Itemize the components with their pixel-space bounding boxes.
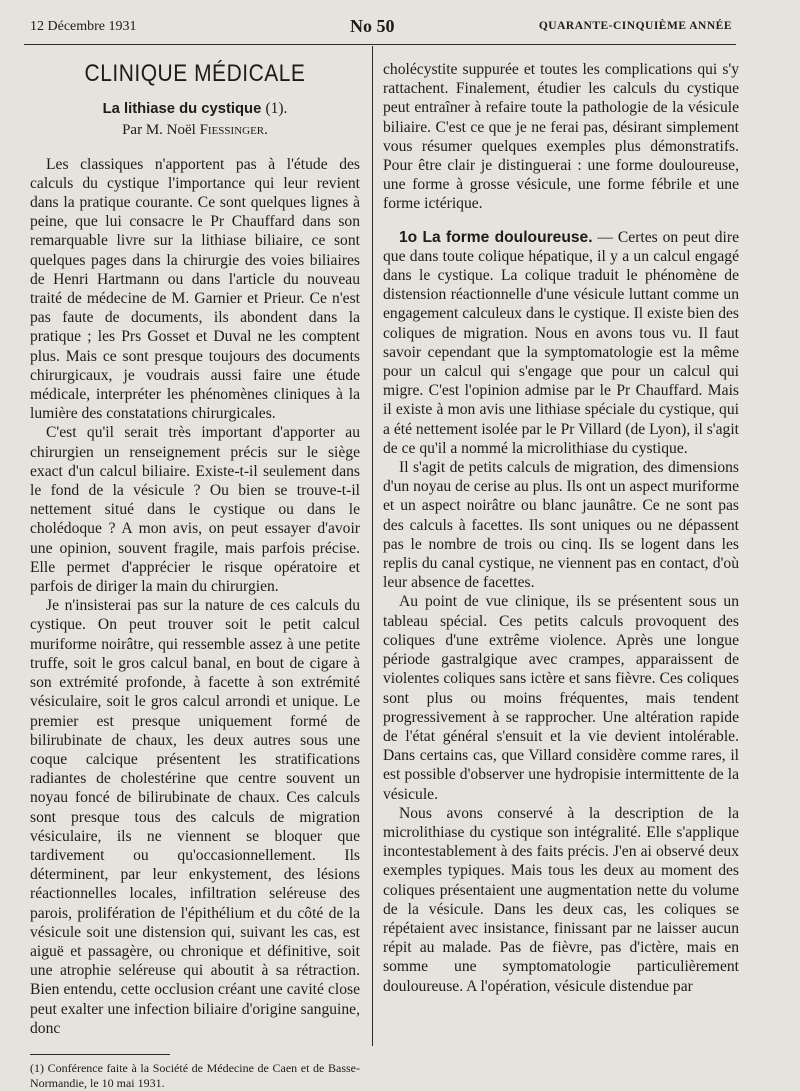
paragraph: Les classiques n'apportent pas à l'étude des calculs du cystique l'importance qui leur revient dans la pratique courante. Ce sont quelques lignes à peine, que lui consacre le Pr Chauffard dans son remarquable livre sur la lithiase biliaire, ce sont quelques pages dans la chirurgie des voies biliaires de Henri Hartmann ou dans l'article du nouveau traité de médecine de M. Garnier et Prieur. Ce n'est pas faute de documents, ils abondent dans la pratique ; les Prs Gosset et Duval ne les comptent plus. Mais ce sont presque toujours des documents chirurgicaux, je voudrais aussi faire une étude médicale, interpréter les phénomènes cliniques à la lumière des constatations chirurgicales. [30,155,360,423]
byline-author: Fiessinger. [199,122,268,139]
paragraph: Je n'insisterai pas sur la nature de ces calculs du cystique. On peut trouver soit le petit calcul muriforme noirâtre, qui ressemble assez à une petite truffe, soit le gros calcul banal, en bout de cigare à son extrémité profonde, à facette à son extrémité vésiculaire, soit le gros calcul arrondi et unique. Le premier est presque uniquement formé de bilirubinate de chaux, les deux autres sous une coque calcique présentent les stratifications radiantes de cholestérine que centre souvent un noyau foncé de bilirubinate de chaux. Ces calculs sont presque tous des calculs de migration vésiculaire, ils ne viennent se bloquer que tardivement ou qu'occasionnellement. Ils déterminent, par leur enkystement, des lésions réactionnelles locales, infiltration seléreuse des parois, prolifération de l'épithélium et du côté de la vésicule soit une distension qui, suivant les cas, est aiguë et passagère, ou chronique et définitive, soit une atrophie seléreuse qui aboutit à sa rétraction. Bien entendu, cette occlusion créant une cavité close peut exalter une infection biliaire d'origine sanguine, donc [30,597,360,1037]
article-byline [30,121,360,140]
subsection-paragraph [383,228,739,458]
section-title: CLINIQUE MÉDICALE [84,60,306,87]
issue-number: No 50 [350,16,395,36]
paragraph: Au point de vue clinique, ils se présentent sous un tableau spécial. Ces petits calculs provoquent des coliques d'une extrême violence. Après une longue période gastralgique avec crampes, apparaissent de violentes coliques sans ictère et sans fièvre. Ces coliques sont plus ou moins fréquentes, mais tendent progressivement à se rapprocher. Une altération rapide de l'état général s'ensuit et la vie devient intolérable. Dans certains cas, que Villard considère comme rares, il est possible d'observer une hydropisie intermittente de la vésicule. [383,593,739,803]
left-column [30,60,360,1091]
column-rule [372,46,373,1046]
byline-prefix: Par M. Noël [122,122,196,139]
header-rule [24,44,736,45]
right-column [383,60,739,996]
paragraph: Il s'agit de petits calculs de migration, des dimensions d'un noyau de cerise au plus. Ils ont un aspect muriforme et un aspect noirâtre ou blanc jaunâtre. Ce ne sont pas des calculs à facettes. Ils sont uniques ou ne dépassent pas le nombre de trois ou cinq. Ils se logent dans les replis du canal cystique, ne viennent pas en contact, d'où leur absence de facettes. [383,459,739,592]
paragraph: cholécystite suppurée et toutes les complications qui s'y rattachent. Finalement, étudier les calculs du cystique peut entraîner à refaire toute la pathologie de la vésicule biliaire. C'est ce que je ne ferai pas, désirant simplement vous résumer quelques exemples plus démonstratifs. Pour être clair je distinguerai : une forme douloureuse, une forme à grosse vésicule, une forme fébrile et une forme ictérique. [383,61,739,213]
spacer [383,214,739,228]
article-title-ref: (1). [265,100,288,118]
article-title [30,99,360,119]
subsection-heading: 1o La forme douloureuse. [399,228,593,246]
footnote: (1) Conférence faite à la Société de Médecine de Caen et de Basse-Normandie, le 10 mai 1931. [30,1060,360,1090]
footnote-rule [30,1054,170,1055]
subsection-text: — Certes on peut dire que dans toute colique hépatique, il y a un calcul engagé dans le cystique. La colique traduit le phénomène de distension réactionnelle d'une vésicule luttant comme un engagement calculeux dans le cystique. Il existe bien des coliques de migration. Nous en avons tous vu. Il faut savoir cependant que la symptomatologie est la même pour un calcul qui s'engage que pour un calcul qui migre. C'est l'opinion admise par le Pr Chauffard. Mais il existe à mon avis une lithiase spéciale du cystique, qui a été nettement isolée par le Pr Villard (de Lyon), il s'agit de ce qu'il a nommé la microlithiase du cystique. [383,228,740,457]
article-title-text: La lithiase du cystique [102,101,262,118]
header-date: 12 Décembre 1931 [30,19,137,34]
paragraph: C'est qu'il serait très important d'apporter au chirurgien un renseignement précis sur le siège exact d'un calcul biliaire. Existe-t-il seulement dans le fond de la vésicule ? Ou bien se trouve-t-il nettement situé dans le cystique ou dans le cholédoque ? A mon avis, on peut essayer d'avoir une opinion, souvent fragile, mais parfois précise. Elle permet d'apprécier le risque opératoire et parfois de diriger la main du chirurgien. [30,424,360,596]
page-header [30,16,730,38]
paragraph: Nous avons conservé à la description de la microlithiase du cystique son intégralité. Elle s'applique incontestablement à des faits précis. J'en ai observé deux exemples typiques. Mais tous les deux au moment des coliques présentaient une augmentation nette du volume de la vésicule. Dans les deux cas, les coliques se répétaient avec insistance, finissant par ne laisser aucun répit au malade. Pas de fièvre, pas d'ictère, mais en somme une symptomatologie particulièrement douloureuse. A l'opération, vésicule distendue par [383,804,739,995]
header-year: QUARANTE-CINQUIÈME ANNÉE [538,20,732,32]
